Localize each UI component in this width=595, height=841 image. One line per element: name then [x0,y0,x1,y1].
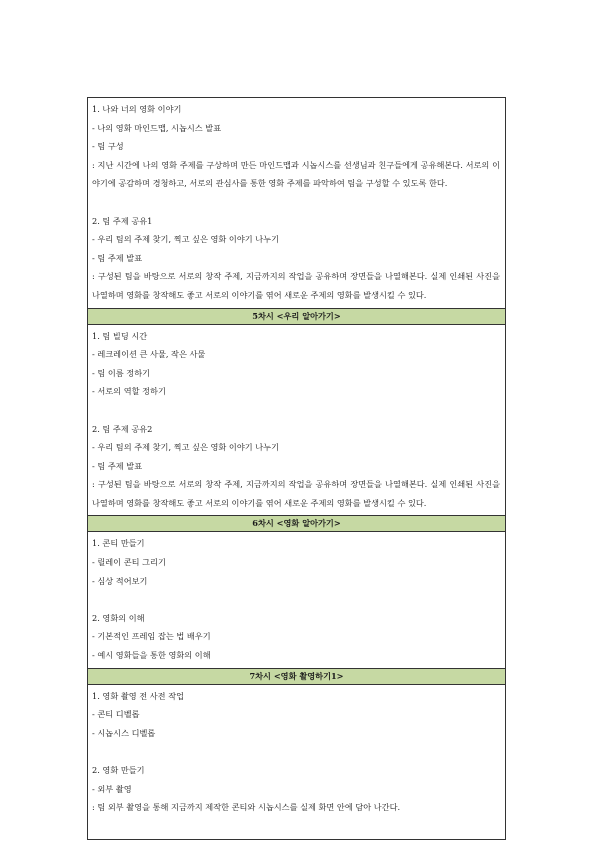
content-line: - 시놉시스 디벨롭 [92,727,156,738]
content-line: : 팀 외부 촬영을 통해 지금까지 제작한 콘티와 시놉시스를 실제 화면 안에 담아 나간다. [92,802,401,813]
content-line: - 기본적인 프레임 잡는 법 배우기 [92,631,211,642]
content-line: 1. 나와 너의 영화 이야기 [92,104,182,114]
content-line: - 나의 영화 마인드맵, 시놉시스 발표 [92,122,222,133]
description-paragraph: : 구성된 팀을 바탕으로 서로의 창작 주제, 지금까지의 작업을 공유하며 장면들을 나열해본다. 실제 인쇄된 사진을 나열하며 영화를 창작해도 좋고 서로의 이야기를 엮어 새로운 주제의 영화를 발생시킬 수 있다. [92,271,500,300]
session-content [88,98,505,309]
session-content [88,532,505,668]
content-line: 2. 팀 주제 공유2 [92,423,153,434]
content-line: - 레크레이션 큰 사물, 작은 사물 [92,349,206,360]
session-content [88,325,505,517]
content-line: - 외부 촬영 [92,783,132,794]
session-header: 5차시 <우리 알아가기> [88,309,505,325]
content-line: - 우리 팀의 주제 찾기, 찍고 싶은 영화 이야기 나누기 [92,442,279,453]
session-header: 7차시 <영화 촬영하기1> [88,669,505,685]
description-paragraph: : 지난 시간에 나의 영화 주제를 구상하며 만든 마인드맵과 시놉시스를 선생님과 친구들에게 공유해본다. 서로의 이야기에 공감하며 경청하고, 서로의 관심사를 통한 영화 주제를 파악하여 팀을 구성할 수 있도록 한다. [92,159,500,189]
content-line: - 팀 구성 [92,141,124,152]
content-line: - 우리 팀의 주제 찾기, 찍고 싶은 영화 이야기 나누기 [92,234,279,245]
content-line: 1. 콘티 만들기 [92,538,145,549]
content-line: - 팀 이름 정하기 [92,367,151,378]
content-line: - 예시 영화들을 통한 영화의 이해 [92,650,211,661]
blank-line [92,401,500,420]
content-line: - 심상 적어보기 [92,575,148,586]
content-line: - 콘티 디벨롭 [92,709,140,720]
content-line: 2. 팀 주제 공유1 [92,215,153,226]
blank-line [92,590,500,609]
content-line: - 팀 주제 발표 [92,252,143,263]
content-line: 1. 영화 촬영 전 사전 작업 [92,690,185,701]
blank-line [92,193,500,212]
content-line: 1. 팀 빌딩 시간 [92,330,148,341]
blank-line [92,742,500,761]
content-line: - 릴레이 콘티 그리기 [92,557,166,568]
content-line: 2. 영화 만들기 [92,765,145,775]
content-line: - 팀 주제 발표 [92,460,143,471]
session-header: 6차시 <영화 알아가기> [88,516,505,532]
session-content [88,685,505,839]
lesson-plan-table [87,97,506,840]
content-line: 2. 영화의 이해 [92,612,145,623]
description-paragraph: : 구성된 팀을 바탕으로 서로의 창작 주제, 지금까지의 작업을 공유하며 장면들을 나열해본다. 실제 인쇄된 사진을 나열하며 영화를 창작해도 좋고 서로의 이야기를 엮어 새로운 주제의 영화를 발생시킬 수 있다. [92,479,500,508]
content-line: - 서로의 역할 정하기 [92,386,166,397]
